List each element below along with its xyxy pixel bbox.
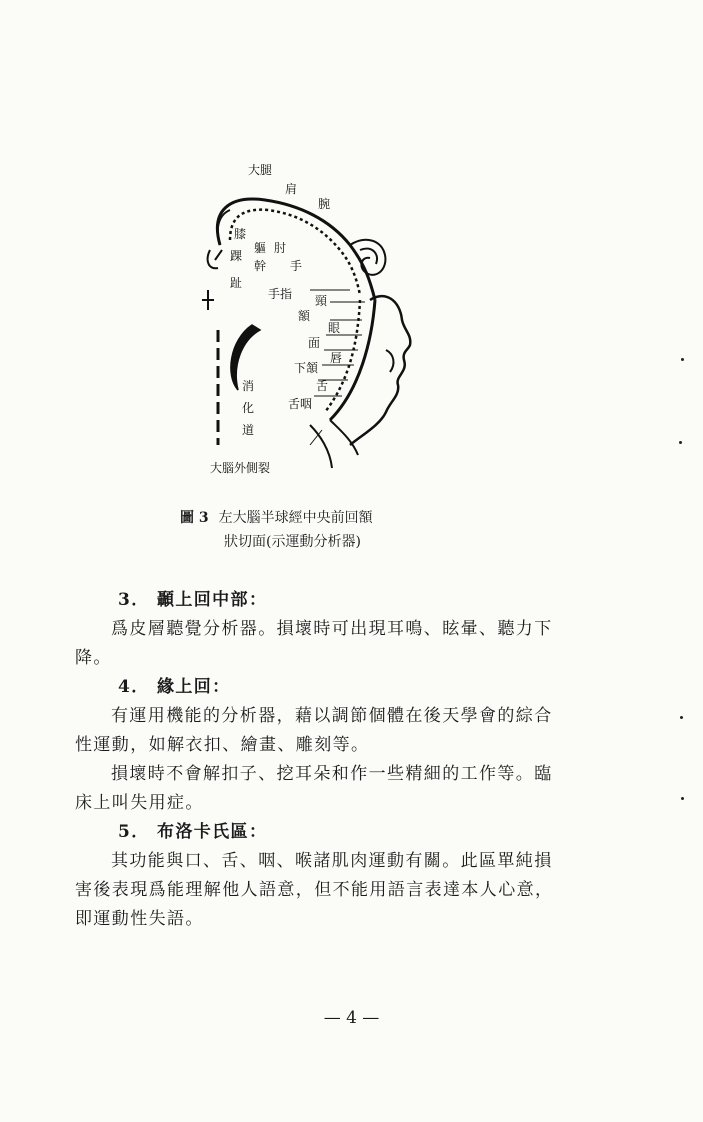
paragraph-3: 爲皮層聽覺分析器。損壞時可出現耳鳴、眩暈、聽力下降。 <box>75 619 553 668</box>
homunculus-drawing <box>190 150 450 485</box>
label-tongue: 舌 <box>316 379 329 393</box>
label-elbow: 肘 <box>274 241 287 255</box>
label-digestive-2: 化 <box>242 401 255 415</box>
label-lateral-fissure: 大腦外側裂 <box>210 461 271 475</box>
paragraph-4a: 有運用機能的分析器，藉以調節個體在後天學會的綜合性運動，如解衣扣、繪畫、雕刻等。 <box>75 706 553 755</box>
label-forehead: 額 <box>298 309 311 323</box>
scan-speck <box>681 797 684 800</box>
label-knee: 膝 <box>234 227 247 241</box>
label-trunk-2: 幹 <box>254 259 267 273</box>
paragraph-5: 其功能與口、舌、咽、喉諸肌肉運動有關。此區單純損害後表現爲能理解他人語意，但不能用語言表達本人心意，即運動性失語。 <box>75 851 554 929</box>
scan-speck <box>681 358 684 361</box>
label-lips: 唇 <box>330 351 343 365</box>
label-trunk-1: 軀 <box>254 241 267 255</box>
label-toe: 趾 <box>230 276 243 290</box>
label-shoulder: 肩 <box>285 182 298 196</box>
label-wrist: 腕 <box>318 197 331 211</box>
page-number: — 4 — <box>323 1008 380 1028</box>
scan-speck <box>680 716 683 719</box>
caption-text-1: 左大腦半球經中央前回額 <box>218 510 373 526</box>
label-hand: 手 <box>290 259 303 273</box>
label-ankle: 踝 <box>230 249 243 263</box>
heading-4: 4． 緣上回： <box>118 677 231 697</box>
figure-caption <box>180 506 500 554</box>
scan-speck <box>679 441 682 444</box>
label-eyelid: 眼 <box>328 321 341 335</box>
heading-3: 3． 顳上回中部： <box>118 590 268 610</box>
body-text <box>75 586 555 934</box>
label-digestive-3: 道 <box>242 423 255 437</box>
label-finger: 手指 <box>268 287 293 301</box>
label-face: 面 <box>308 336 321 350</box>
paragraph-4b: 損壞時不會解扣子、挖耳朵和作一些精細的工作等。臨床上叫失用症。 <box>75 764 553 813</box>
label-neck: 頸 <box>315 294 328 308</box>
caption-line-2: 狀切面(示運動分析器) <box>224 534 361 550</box>
label-pharynx: 舌咽 <box>288 397 313 411</box>
motor-homunculus-figure <box>190 150 450 485</box>
label-digestive-1: 消 <box>242 379 255 393</box>
label-jaw: 下頷 <box>294 361 319 375</box>
figure-number: 圖 3 <box>180 510 209 526</box>
label-hip: 大腿 <box>248 163 273 177</box>
caption-line-1 <box>180 506 500 530</box>
heading-5: 5． 布洛卡氏區： <box>118 822 268 842</box>
